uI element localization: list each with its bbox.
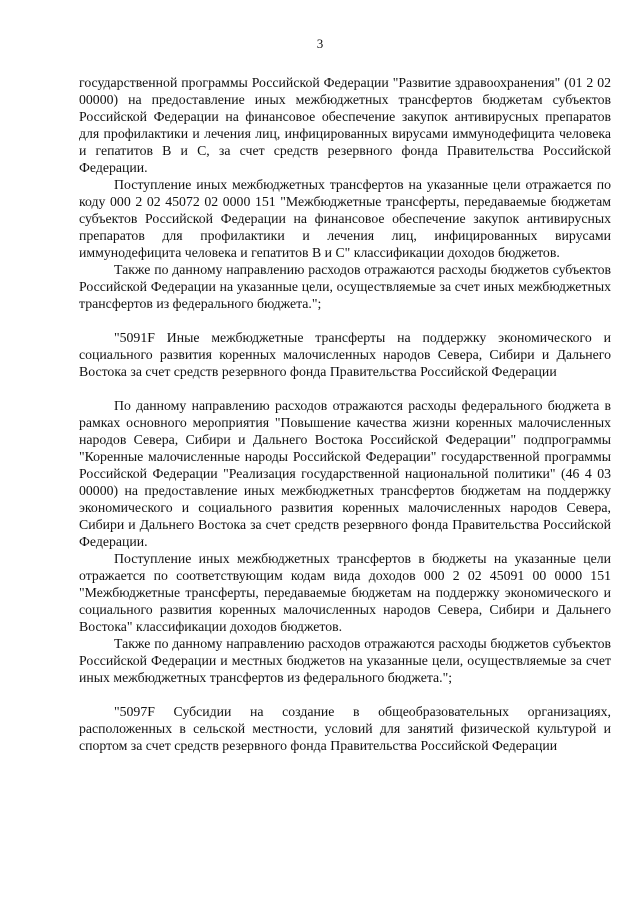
- heading-5091f: "5091F Иные межбюджетные трансферты на поддержку экономического и социального развития коренных малочисленных народов Севера, Сибири и Дальнего Востока за счет средств резервного фонда Правительства Российской Федерации: [79, 330, 611, 379]
- paragraph-5091f-income: Поступление иных межбюджетных трансфертов в бюджеты на указанные цели отражается по соответствующим кодам вида доходов 000 2 02 45091 00 0000 151 "Межбюджетные трансферты, передаваемые бюджетам на поддержку экономического и социального развития коренных малочисленных народов Севера, Сибири и Дальнего Востока" классификации доходов бюджетов.: [79, 551, 611, 634]
- document-body: [79, 74, 611, 754]
- paragraph-subject-expenses: Также по данному направлению расходов отражаются расходы бюджетов субъектов Российской Федерации на указанные цели, осуществляемые за счет иных межбюджетных трансфертов из федерального бюджета.";: [79, 262, 611, 311]
- paragraph-5091f-expenses: По данному направлению расходов отражаются расходы федерального бюджета в рамках основного мероприятия "Повышение качества жизни коренных малочисленных народов Севера, Сибири и Дальнего Востока Российской Федерации" подпрограммы "Коренные малочисленные народы Российской Федерации" государственной программы Российской Федерации "Реализация государственной национальной политики" (46 4 03 00000) на предоставление иных межбюджетных трансфертов бюджетам на поддержку экономического и социального развития коренных малочисленных народов Севера, Сибири и Дальнего Востока за счет средств резервного фонда Правительства Российской Федерации.: [79, 398, 611, 549]
- page-number: 3: [316, 36, 324, 51]
- heading-5097f: "5097F Субсидии на создание в общеобразовательных организациях, расположенных в сельской местности, условий для занятий физической культурой и спортом за счет средств резервного фонда Правительства Российской Федерации: [79, 704, 611, 753]
- paragraph-continuation: государственной программы Российской Федерации "Развитие здравоохранения" (01 2 02 00000) на предоставление иных межбюджетных трансфертов бюджетам субъектов Российской Федерации на финансовое обеспечение закупок антивирусных препаратов для профилактики и лечения лиц, инфицированных вирусами иммунодефицита человека и гепатитов B и C, за счет средств резервного фонда Правительства Российской Федерации.: [79, 75, 611, 175]
- paragraph-income-code: Поступление иных межбюджетных трансфертов на указанные цели отражается по коду 000 2 02 45072 02 0000 151 "Межбюджетные трансферты, передаваемые бюджетам субъектов Российской Федерации на финансовое обеспечение закупок антивирусных препаратов для профилактики и лечения лиц, инфицированных вирусами иммунодефицита человека и гепатитов B и C" классификации доходов бюджетов.: [79, 177, 611, 260]
- paragraph-5091f-subject-expenses: Также по данному направлению расходов отражаются расходы бюджетов субъектов Российской Федерации и местных бюджетов на указанные цели, осуществляемые за счет иных межбюджетных трансфертов из федерального бюджета.";: [79, 636, 611, 685]
